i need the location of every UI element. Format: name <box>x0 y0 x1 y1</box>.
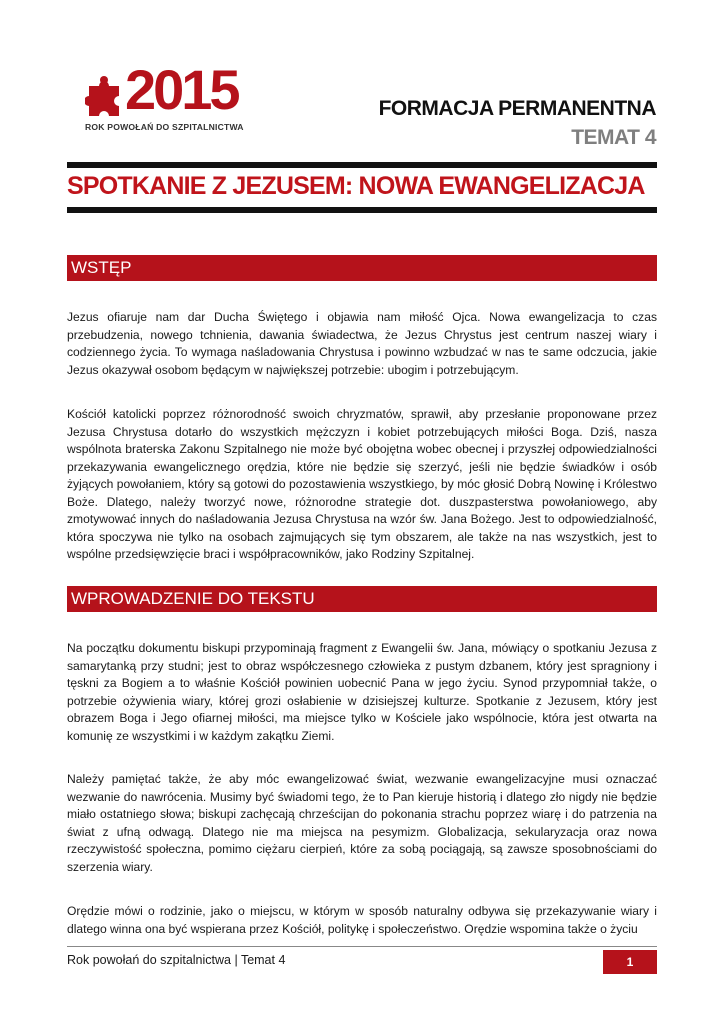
title-rule-top <box>67 162 657 168</box>
logo <box>85 58 255 134</box>
topic-number: TEMAT 4 <box>571 126 656 149</box>
section-heading-wprowadzenie: WPROWADZENIE DO TEKSTU <box>67 586 657 612</box>
paragraph: Należy pamiętać także, że aby móc ewangelizować świat, wezwanie ewangelizacyjne musi oznaczać wezwanie do nawrócenia. Musimy być świadomi tego, że to Pan kieruje historią i dlatego zło nigdy nie będzie miało ostatniego słowa; biskupi zachęcają chrześcijan do pokonania strachu poprzez wiarę i do patrzenia na świat z ufną odwagą. Dlatego nie ma miejsca na pesymizm. Globalizacja, sekularyzacja oraz nowa rzeczywistość społeczna, pomimo ciężaru cierpień, które za sobą pociągają, są zawsze sposobnościami do szerzenia wiary. <box>67 772 657 874</box>
series-title: FORMACJA PERMANENTNA <box>378 97 656 120</box>
footer-text: Rok powołań do szpitalnictwa | Temat 4 <box>67 953 286 967</box>
paragraph: Kościół katolicki poprzez różnorodność swoich chryzmatów, sprawił, aby przesłanie proponowane przez Jezusa Chrystusa dotarło do wszystkich mężczyzn i kobiet potrzebujących miłości Boga. Dziś, nasza wspólnota braterska Zakonu Szpitalnego nie może być obojętna wobec obecnej i przyszłej odpowiedzialności przekazywania ewangelicznego orędzia, które nie będzie się szerzyć, jeśli nie będzie świadków i osób żyjących powołaniem, który są gotowi do pozostawienia wszystkiego, by móc głosić Dobrą Nowinę i Królestwo Boże. Dlatego, należy tworzyć nowe, różnorodne strategie dot. duszpasterstwa powołaniowego, aby zmotywować innych do naśladowania Jezusa Chrystusa na wzór św. Jana Bożego. Jest to odpowiedzialność, która spoczywa nie tylko na osobach zajmujących się tym obszarem, ale także na nas wszystkich, jest to wspólne przedsięwzięcie braci i współpracowników, jako Rodziny Szpitalnej. <box>67 407 657 561</box>
footer-divider <box>67 946 657 947</box>
paragraph: Jezus ofiaruje nam dar Ducha Świętego i objawia nam miłość Ojca. Nowa ewangelizacja to czas przebudzenia, nowego tchnienia, dawania świadectwa, że Jezus Chrystus jest centrum naszej wiary i codziennego życia. To wymaga naśladowania Chrystusa i powinno wzbudzać w nas te same odczucia, jakie Jezus okazywał osobom będącym w największej potrzebie: ubogim i potrzebującym. <box>67 310 657 377</box>
logo-year: 2015 <box>125 58 238 121</box>
section-heading-wstep: WSTĘP <box>67 255 657 281</box>
document-title: SPOTKANIE Z JEZUSEM: NOWA EWANGELIZACJA <box>67 172 645 200</box>
logo-subtitle: ROK POWOŁAŃ DO SZPITALNICTWA <box>85 122 244 132</box>
paragraph: Orędzie mówi o rodzinie, jako o miejscu, w którym w sposób naturalny odbywa się przekazywanie wiary i dlatego winna ona być wspierana przez Kościół, politykę i społeczeństwo. Orędzie wspomina także o życiu <box>67 904 657 936</box>
title-rule-bottom <box>67 207 657 213</box>
puzzle-logo-icon <box>85 72 129 120</box>
paragraph: Na początku dokumentu biskupi przypominają fragment z Ewangelii św. Jana, mówiący o spotkaniu Jezusa z samarytanką przy studni; jest to obraz współczesnego człowieka z pustym dzbanem, który jest spragniony i tęskni za Bogiem a to właśnie Kościół powinien uobecnić Pana w jego życiu. Synod przypomniał także, o potrzebie ożywienia wiary, której grozi osłabienie w dzisiejszej kulturze. Spotkanie z Jezusem, który jest obrazem Boga i Jego ofiarnej miłości, ma miejsce tylko w Kościele jako wspólnocie, która jest otwarta na komunię ze wszystkimi i w każdym zakątku Ziemi. <box>67 641 657 743</box>
page-number: 1 <box>603 950 657 974</box>
